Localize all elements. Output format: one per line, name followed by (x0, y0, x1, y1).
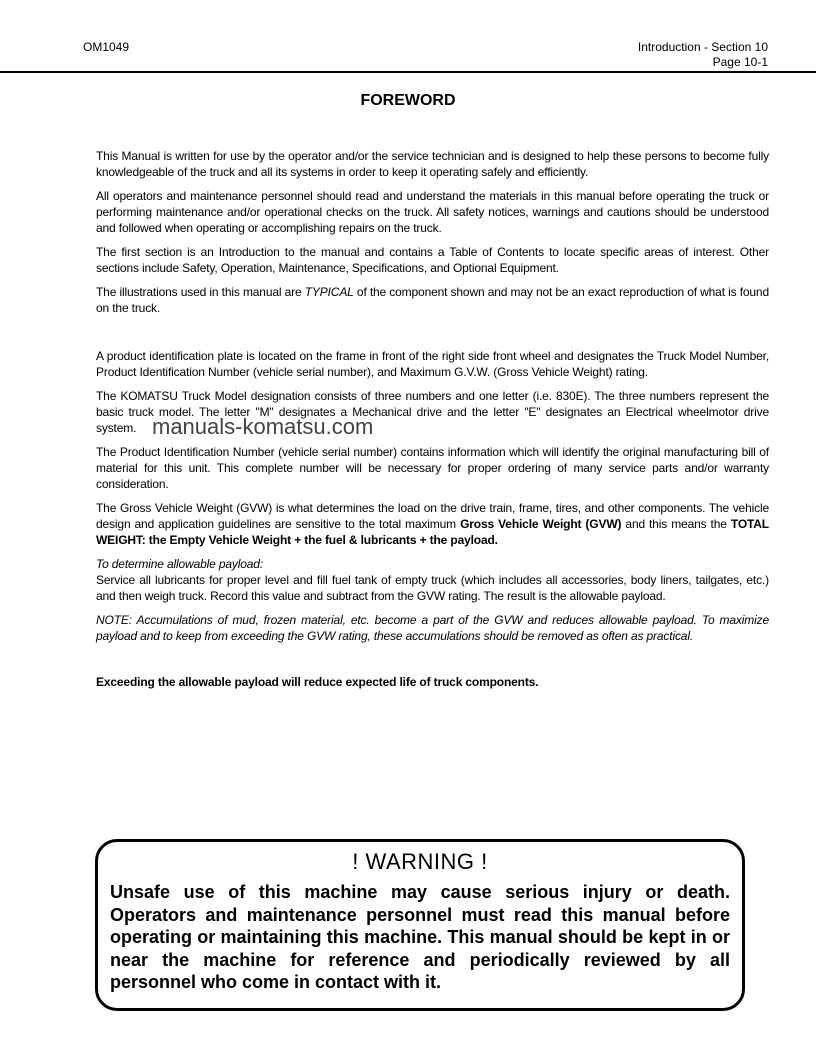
document-body (96, 148, 769, 698)
paragraph: This Manual is written for use by the operator and/or the service technician and is designed to help these persons to become fully knowledgeable of the truck and all its systems in order to keep it operating safely and efficiently. (96, 149, 769, 179)
paragraph-plate: A product identification plate is located on the frame in front of the right side front wheel and designates the Truck Model Number, Product Identification Number (vehicle serial number), and Maximum G.V.W. (Gross Vehicle Weight) rating. (96, 349, 769, 379)
paragraph-model: The KOMATSU Truck Model designation consists of three numbers and one letter (i.e. 830E). The three numbers represent the basic truck model. The letter "M" designates a Mechanical drive and the letter "E" designates an Electrical wheelmotor drive system. (96, 389, 769, 435)
bold-text: Gross Vehicle Weight (GVW) (460, 517, 622, 531)
document-id: OM1049 (83, 40, 130, 54)
watermark: manuals-komatsu.com (152, 414, 374, 439)
text: and this means the (621, 517, 731, 531)
text: Service all lubricants for proper level and fill fuel tank of empty truck (which includes all accessories, body liners, tailgates, etc.) and then weigh truck. Record this value and subtract from the GVW rating. The result is the allowable payload. (96, 573, 769, 603)
warning-title: ! WARNING ! (352, 849, 488, 874)
exceeding-warning-text: Exceeding the allowable payload will reduce expected life of truck components. (96, 675, 539, 689)
header-rule (0, 71, 816, 73)
paragraph-pin: The Product Identification Number (vehicle serial number) contains information which will identify the original manufacturing bill of material for this unit. This complete number will be necessary for proper ordering of many service parts and/or warranty consideration. (96, 445, 769, 491)
warning-text: Unsafe use of this machine may cause serious injury or death. Operators and maintenance personnel must read this manual before operating or maintaining this machine. This manual should be kept in or near the machine for reference and periodically reviewed by all personnel who come in contact with it. (110, 882, 730, 992)
bold-text: TOTAL WEIGHT: the Empty Vehicle Weight + the fuel & lubricants + the payload. (96, 517, 769, 547)
paragraph: All operators and maintenance personnel should read and understand the materials in this manual before operating the truck or performing maintenance and/or operational checks on the truck. All safety notices, warnings and cautions should be understood and followed when operating or accomplishing repairs on the truck. (96, 189, 769, 235)
text: The Gross Vehicle Weight (GVW) is what determines the load on the drive train, frame, tires, and other components. The vehicle design and application guidelines are sensitive to the total maximum (96, 501, 769, 531)
note (96, 612, 769, 644)
section-label: Introduction - Section 10 (637, 40, 768, 54)
page-header-right (638, 40, 768, 70)
page-number: Page 10-1 (712, 55, 768, 69)
text: The illustrations used in this manual are (96, 285, 305, 299)
emphasis: TYPICAL (304, 285, 354, 299)
paragraph: The first section is an Introduction to the manual and contains a Table of Contents to locate specific areas of interest. Other sections include Safety, Operation, Maintenance, Specifications, and Optional Equipment. (96, 245, 769, 275)
warning-box (95, 839, 745, 1011)
paragraph-payload (96, 556, 769, 604)
text: of the component shown and may not be an exact reproduction of what is found on the truck. (96, 285, 769, 315)
payload-heading: To determine allowable payload: (96, 557, 264, 571)
paragraph-illustrations (96, 284, 769, 316)
page-title: FOREWORD (360, 92, 456, 109)
note-text: NOTE: Accumulations of mud, frozen material, etc. become a part of the GVW and reduces allowable payload. To maximize payload and to keep from exceeding the GVW rating, these accumulations should be removed as often as practical. (96, 613, 769, 643)
paragraph-gvw (96, 500, 769, 548)
